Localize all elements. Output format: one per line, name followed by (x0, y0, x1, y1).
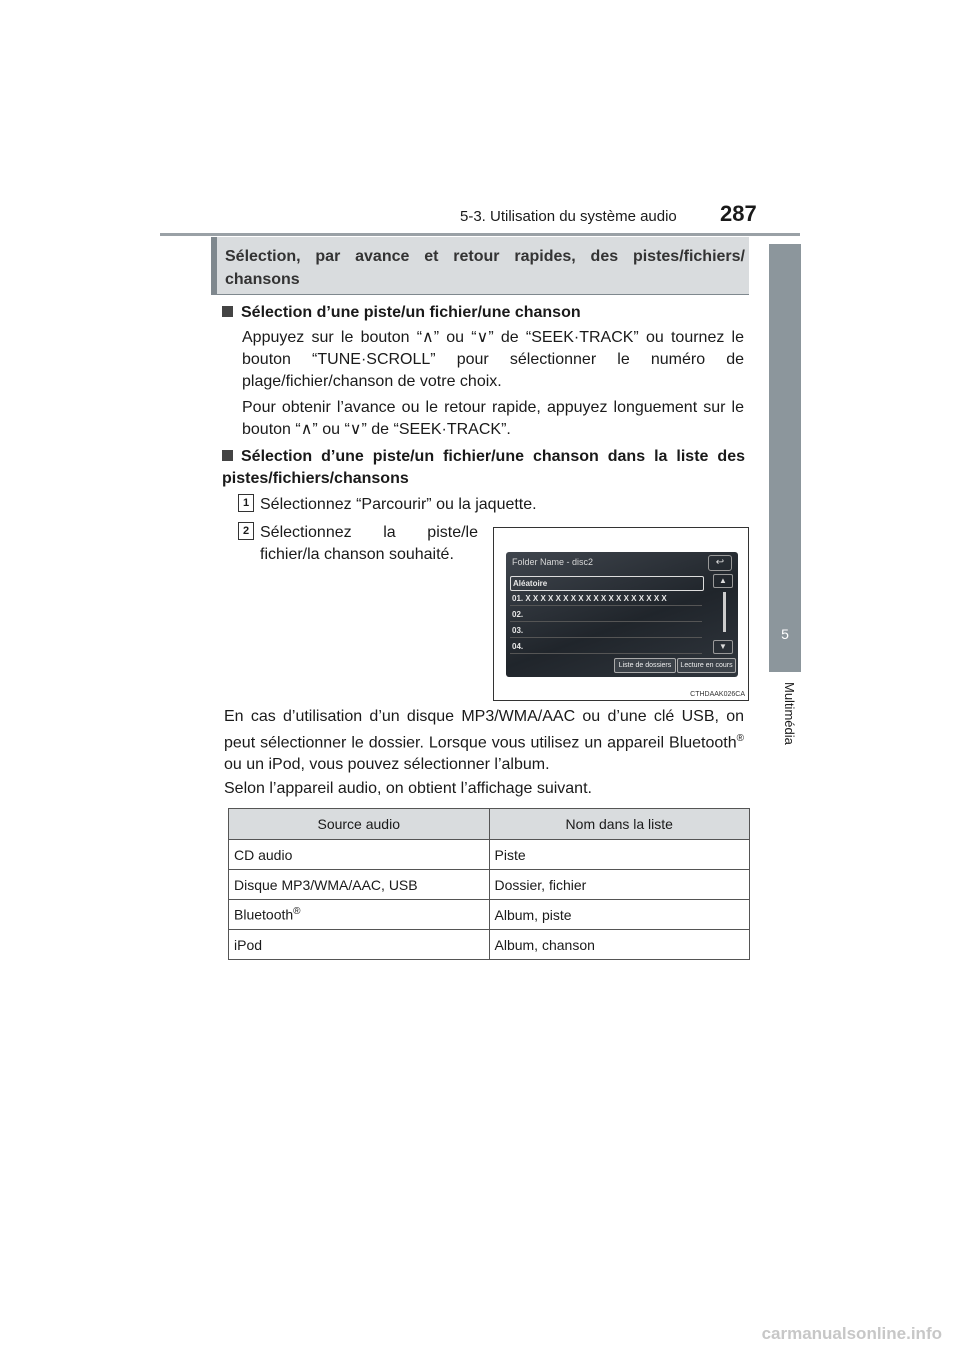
back-icon: ↩ (708, 555, 732, 571)
header-section-title: 5-3. Utilisation du système audio (460, 208, 677, 225)
table-row: Bluetooth® Album, piste (229, 900, 750, 930)
chapter-label: Multimédia (782, 682, 797, 745)
folder-list-button: Liste de dossiers (614, 658, 676, 673)
table-header-row (229, 809, 750, 840)
folder-paragraph: En cas d’utilisation d’un disque MP3/WMA/AAC ou d’une clé USB, on peut sélectionner le dossier. Lorsque vous utilisez un appareil Bluetooth® ou un iPod, vous pouvez sélectionner l’album. (224, 708, 744, 774)
scroll-down-icon: ▼ (713, 640, 733, 654)
screen-row: 02. (510, 608, 702, 622)
table-header-source: Source audio (229, 809, 490, 840)
screen-row: 04. (510, 640, 702, 654)
table-row: Disque MP3/WMA/AAC, USB Dossier, fichier (229, 870, 750, 900)
table-header-name: Nom dans la liste (489, 809, 750, 840)
chapter-tab (769, 244, 801, 672)
screen-folder-title: Folder Name - disc2 (512, 557, 594, 567)
chapter-number: 5 (781, 626, 789, 642)
table-row: CD audio Piste (229, 840, 750, 870)
bullet2-heading-text: Sélection d’une piste/un fichier/une chanson dans la liste des pistes/fichiers/chansons (222, 448, 745, 487)
audio-source-table (228, 808, 750, 960)
bullet2-heading (222, 446, 745, 490)
section-title-line1: Sélection, par avance et retour rapides, des pistes/fichiers/ (225, 248, 745, 265)
watermark: carmanualsonline.info (761, 1324, 942, 1343)
device-paragraph: Selon l’appareil audio, on obtient l’affichage suivant. (224, 780, 592, 797)
screen-row: 01. X X X X X X X X X X X X X X X X X X X (510, 592, 702, 606)
step1-number: 1 (238, 493, 254, 512)
page-number: 287 (720, 201, 757, 226)
scrollbar-icon (723, 592, 726, 632)
table-row: iPod Album, chanson (229, 930, 750, 960)
screen-row: 03. (510, 624, 702, 638)
square-bullet-icon (222, 306, 233, 317)
bullet1-heading (222, 302, 752, 324)
section-title (225, 245, 745, 291)
step2-text: Sélectionnez la piste/le fichier/la chanson souhaité. (260, 524, 478, 563)
square-bullet-icon (222, 450, 233, 461)
audio-screen (506, 552, 738, 677)
now-playing-button: Lecture en cours (677, 658, 736, 673)
header-rule (160, 233, 800, 236)
illustration-code: CTHDAAK026CA (690, 691, 745, 698)
bullet1-heading-text: Sélection d’une piste/un fichier/une chanson (241, 304, 581, 321)
scroll-up-icon: ▲ (713, 574, 733, 588)
step2-number: 2 (238, 521, 254, 540)
bullet1-para2: Pour obtenir l’avance ou le retour rapide, appuyez longuement sur le bouton “∧” ou “∨” de “SEEK·TRACK”. (242, 399, 744, 438)
bullet1-para1: Appuyez sur le bouton “∧” ou “∨” de “SEEK·TRACK” ou tournez le bouton “TUNE·SCROLL” pour sélectionner le numéro de plage/fichier/chanson de votre choix. (242, 329, 744, 390)
screen-row-random: Aléatoire (510, 576, 704, 591)
section-title-line2: chansons (225, 271, 300, 288)
step1-text: Sélectionnez “Parcourir” ou la jaquette. (260, 496, 537, 513)
section-title-box (211, 237, 749, 295)
screen-illustration (493, 527, 749, 701)
